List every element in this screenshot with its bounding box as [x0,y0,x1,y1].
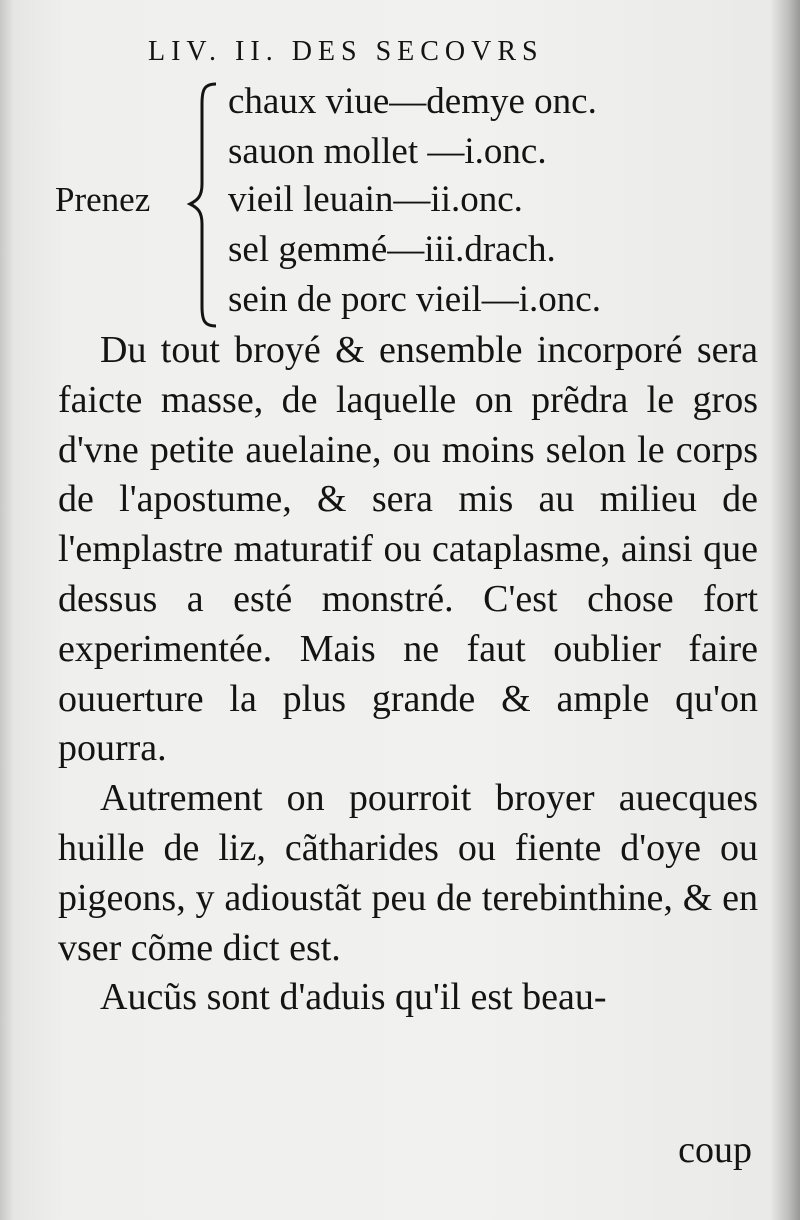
body-text [58,326,758,1023]
ingredient-line: sauon mollet —i.onc. [228,131,547,172]
catchword: coup [678,1129,752,1171]
ingredient-line: sel gemmé—iii.drach. [228,229,556,270]
ingredient-line: chaux viue—demye onc. [228,81,597,122]
paragraph: Autrement on pourroit broyer auecques huille de liz, cãtharides ou fiente d'oye ou pigeons, y adioustãt peu de terebinthine, & en vser cõme dict est. [58,777,758,969]
recipe-block [0,0,800,340]
ingredient-line: sein de porc vieil—i.onc. [228,279,601,320]
curly-brace-icon [182,80,222,330]
recipe-lead: Prenez [55,180,151,219]
paragraph: Du tout broyé & ensemble incorporé sera faicte masse, de laquelle on prẽdra le gros d'vne petite auelaine, ou moins selon le corps de l'apostume, & sera mis au milieu de l'emplastre maturatif ou cataplasme, ainsi que dessus a esté monstré. C'est chose fort experimentée. Mais ne faut oublier faire ouuerture la plus grande & ample qu'on pourra. [58,329,758,770]
ingredient-line: vieil leuain—ii.onc. [228,179,523,220]
paragraph: Aucũs sont d'aduis qu'il est beau- [100,976,607,1019]
running-head: LIV. II. DES SECOVRS [148,36,544,67]
